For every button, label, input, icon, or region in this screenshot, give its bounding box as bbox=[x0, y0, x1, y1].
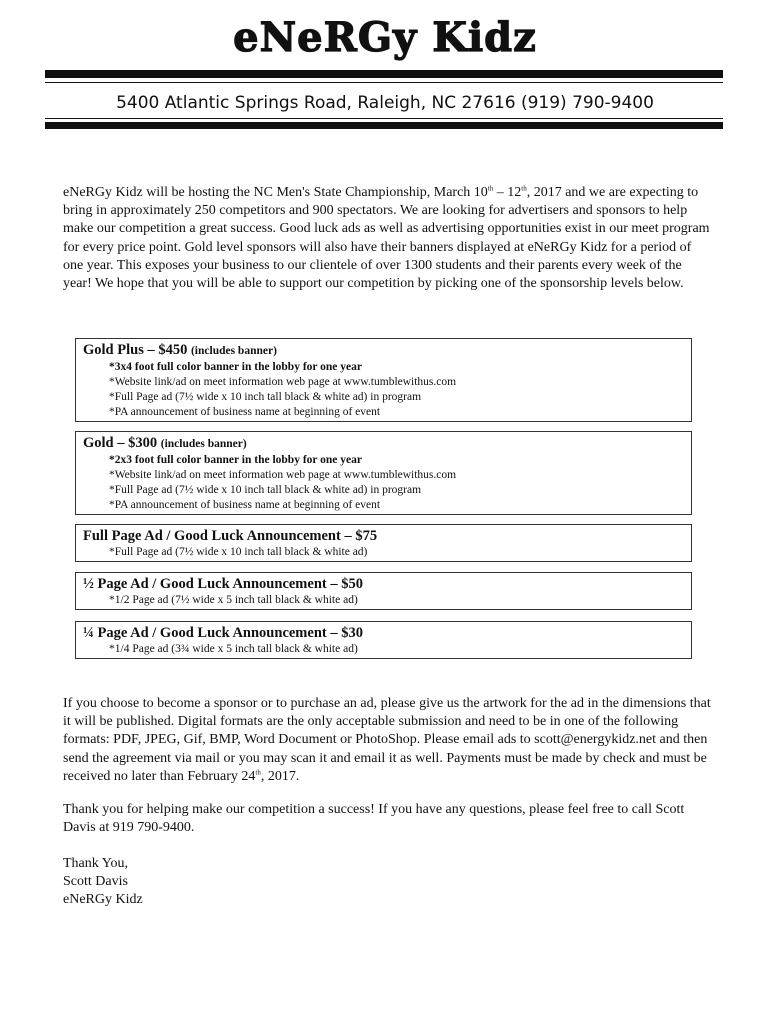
level-title: Full Page Ad / Good Luck Announcement – $75 bbox=[83, 528, 378, 544]
header-rule-bottom bbox=[45, 122, 723, 129]
sponsorship-level-full-page bbox=[75, 524, 692, 562]
level-benefit: *3x4 foot full color banner in the lobby for one year bbox=[109, 361, 362, 373]
signature-name: Scott Davis bbox=[63, 874, 128, 890]
level-benefit: *PA announcement of business name at beginning of event bbox=[109, 406, 381, 418]
level-title: ¼ Page Ad / Good Luck Announcement – $30 bbox=[83, 625, 363, 641]
sponsorship-level-half-page bbox=[75, 572, 692, 610]
sponsorship-level-gold bbox=[75, 431, 692, 515]
signature-salutation: Thank You, bbox=[63, 856, 128, 871]
level-benefit: *Website link/ad on meet information web page at www.tumblewithus.com bbox=[109, 469, 457, 481]
header-rule-top-thin bbox=[45, 82, 723, 83]
level-benefit: *PA announcement of business name at beginning of event bbox=[109, 499, 381, 511]
level-title: ½ Page Ad / Good Luck Announcement – $50 bbox=[83, 576, 363, 592]
level-benefit: *1/4 Page ad (3¾ wide x 5 inch tall black & white ad) bbox=[109, 643, 358, 655]
level-benefit: *2x3 foot full color banner in the lobby for one year bbox=[109, 454, 362, 466]
header-rule-bottom-thin bbox=[45, 118, 723, 119]
header-rule-top bbox=[45, 70, 723, 78]
sponsorship-level-gold-plus bbox=[75, 338, 692, 422]
signature-block bbox=[63, 855, 713, 910]
level-title: Gold – $300 (includes banner) bbox=[83, 435, 247, 451]
level-title: Gold Plus – $450 (includes banner) bbox=[83, 342, 277, 358]
level-benefit: *Website link/ad on meet information web page at www.tumblewithus.com bbox=[109, 376, 457, 388]
intro-paragraph: eNeRGy Kidz will be hosting the NC Men's State Championship, March 10th – 12th, 2017 and we are expecting to bring in approximately 250 competitors and 900 spectators. We are looking for advertisers and sponsors to help make our competition a great success. Good luck ads as well as advertising opportunities exist in our meet program for every price point. Gold level sponsors will also have their banners displayed at eNeRGy Kidz for a period of one year. This exposes your business to our clientele of over 1300 students and their parents every week of the year! We hope that you will be able to support our competition by picking one of the sponsorship levels below. bbox=[63, 184, 710, 292]
level-benefit: *1/2 Page ad (7½ wide x 5 inch tall black & white ad) bbox=[109, 594, 358, 606]
level-benefit: *Full Page ad (7½ wide x 10 inch tall black & white ad) in program bbox=[109, 484, 422, 496]
org-title: eNeRGy Kidz bbox=[233, 14, 537, 61]
level-benefit: *Full Page ad (7½ wide x 10 inch tall black & white ad) in program bbox=[109, 391, 422, 403]
closing-paragraph: If you choose to become a sponsor or to purchase an ad, please give us the artwork for the ad in the dimensions that it will be published. Digital formats are the only acceptable submission and need to be in one of the following formats: PDF, JPEG, Gif, BMP, Word Document or PhotoShop. Please email ads to scott@energykidz.net and then send the agreement via mail or you may scan it and email it as well. Payments must be made by check and must be received no later than February 24th, 2017. bbox=[63, 696, 711, 784]
sponsorship-level-quarter-page bbox=[75, 621, 692, 659]
address-line: 5400 Atlantic Springs Road, Raleigh, NC 27616 (919) 790-9400 bbox=[116, 93, 654, 113]
thank-you-paragraph: Thank you for helping make our competition a success! If you have any questions, please feel free to call Scott Davis at 919 790-9400. bbox=[63, 802, 685, 836]
signature-org: eNeRGy Kidz bbox=[63, 892, 143, 908]
level-benefit: *Full Page ad (7½ wide x 10 inch tall black & white ad) bbox=[109, 546, 368, 558]
